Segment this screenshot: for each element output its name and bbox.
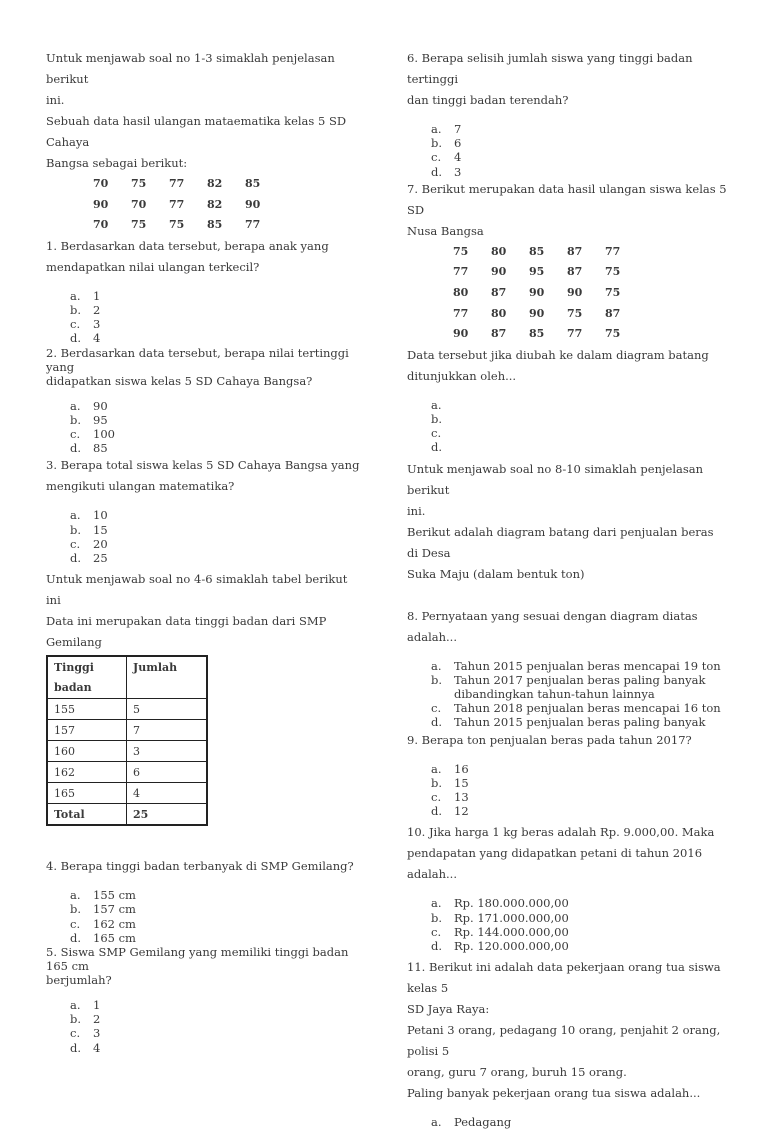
question-10: 10. Jika harga 1 kg beras adalah Rp. 9.000,00. Maka pendapatan yang didapatkan petani di tahun 2016 adalah... (407, 825, 715, 882)
table-cell-height: 162 (47, 762, 127, 783)
option-item (46, 331, 364, 345)
option-letter: b. (431, 136, 443, 151)
score-value: 90 (93, 197, 109, 211)
option-text: 6 (454, 136, 462, 151)
table-row (47, 783, 207, 804)
question-1: 1. Berdasarkan data tersebut, berapa anak yang mendapatkan nilai ulangan terkecil? (46, 238, 329, 274)
question-9: 9. Berapa ton penjualan beras pada tahun 2017? (407, 732, 692, 747)
option-text (454, 440, 727, 454)
option-letter: a. (70, 998, 81, 1013)
option-text: 15 (454, 775, 469, 790)
table-total-row (47, 804, 207, 826)
right-column (407, 48, 727, 1129)
score-value: 95 (529, 265, 545, 279)
option-letter (431, 687, 454, 701)
option-letter: b. (70, 1012, 82, 1027)
option-text: 16 (454, 761, 469, 776)
option-item (407, 804, 727, 818)
option-text: Rp. 180.000.000,00 (454, 896, 569, 911)
option-item (407, 715, 727, 729)
score-value: 77 (567, 327, 583, 341)
question-11-options (407, 1115, 727, 1129)
option-text: 155 cm (93, 888, 136, 903)
option-item (407, 398, 727, 412)
score-value: 90 (529, 306, 545, 320)
option-text: 2 (93, 302, 101, 317)
score-value: 75 (605, 327, 621, 341)
score-value: 82 (207, 177, 223, 190)
option-letter: a. (431, 658, 442, 673)
score-value: 82 (207, 197, 223, 211)
option-letter: c. (70, 317, 81, 332)
score-value: 85 (529, 244, 545, 258)
option-item (46, 1012, 364, 1026)
score-value: 87 (605, 306, 621, 320)
option-letter: d. (431, 715, 443, 730)
option-letter: b. (431, 775, 443, 790)
option-text: 90 (93, 398, 108, 413)
option-text: Tahun 2015 penjualan beras mencapai 19 ton (454, 658, 721, 673)
option-item (407, 762, 727, 776)
score-value: 80 (491, 306, 507, 320)
option-text: 20 (93, 536, 108, 551)
option-letter: c. (431, 150, 442, 165)
option-text (454, 412, 727, 426)
option-letter: b. (70, 522, 82, 537)
option-item (407, 426, 727, 440)
option-text: 157 cm (93, 902, 136, 917)
option-item (46, 317, 364, 331)
option-item (407, 911, 727, 925)
option-letter: a. (431, 1115, 442, 1129)
score-value: 75 (605, 286, 621, 299)
option-text (454, 426, 727, 440)
option-text: Pedagang (454, 1115, 512, 1129)
option-text: Tahun 2018 penjualan beras mencapai 16 ton (454, 701, 721, 716)
option-item (46, 917, 364, 931)
table-row (47, 741, 207, 762)
option-text: 85 (93, 441, 108, 456)
option-item (407, 687, 727, 701)
score-value: 77 (605, 244, 621, 258)
option-text: 12 (454, 804, 469, 819)
option-letter: d. (70, 441, 82, 456)
option-text: 3 (454, 164, 462, 179)
table-cell-count: 4 (127, 783, 208, 804)
option-text: 10 (93, 508, 108, 523)
question-8-options (407, 659, 727, 730)
option-item (407, 165, 727, 179)
table-cell-height: 155 (47, 699, 127, 720)
option-text: 162 cm (93, 916, 136, 931)
height-table (46, 655, 208, 826)
option-item (407, 939, 727, 953)
option-letter: a. (431, 397, 442, 412)
option-item (46, 998, 364, 1012)
option-text: 1 (93, 288, 101, 303)
option-item (407, 925, 727, 939)
left-column (46, 48, 364, 1055)
score-value: 87 (491, 286, 507, 299)
option-item (407, 440, 727, 454)
score-value: 77 (245, 218, 261, 232)
score-value: 75 (567, 306, 583, 320)
option-letter: a. (70, 288, 81, 303)
score-value: 87 (567, 265, 583, 279)
option-item (46, 441, 364, 455)
option-item (407, 122, 727, 136)
option-letter: b. (70, 902, 82, 917)
option-letter: b. (431, 411, 443, 426)
score-value: 70 (93, 177, 109, 190)
score-value: 90 (245, 197, 261, 211)
question-6: 6. Berapa selisih jumlah siswa yang tinggi badan tertinggi dan tinggi badan terendah? (407, 51, 693, 107)
question-3: 3. Berapa total siswa kelas 5 SD Cahaya Bangsa yang mengikuti ulangan matematika? (46, 458, 360, 494)
table-cell-count: 5 (127, 699, 208, 720)
option-text: 165 cm (93, 930, 136, 945)
option-item (46, 902, 364, 916)
table-cell-count: 6 (127, 762, 208, 783)
score-value: 87 (567, 244, 583, 258)
option-text: 95 (93, 412, 108, 427)
option-letter: a. (431, 896, 442, 911)
option-item (46, 413, 364, 427)
table-row (47, 762, 207, 783)
option-text: 4 (454, 150, 462, 165)
option-text (454, 398, 727, 412)
score-value: 85 (207, 218, 223, 232)
question-2-options (46, 399, 364, 456)
table-header-row (47, 656, 207, 699)
option-letter: d. (70, 930, 82, 945)
score-grid-cahaya-bangsa (93, 174, 364, 236)
option-letter: a. (70, 508, 81, 523)
option-letter: a. (70, 398, 81, 413)
option-text: 100 (93, 427, 115, 441)
option-letter: b. (431, 910, 443, 925)
table-cell-height: 165 (47, 783, 127, 804)
intro-q4-6: Untuk menjawab soal no 4-6 simaklah tabel berikut ini Data ini merupakan data tinggi badan dari SMP Gemilang (46, 572, 348, 650)
table-row (47, 699, 207, 720)
score-value: 77 (453, 306, 469, 320)
question-4: 4. Berapa tinggi badan terbanyak di SMP Gemilang? (46, 859, 354, 874)
option-letter: c. (431, 790, 442, 805)
option-item (407, 896, 727, 910)
option-letter: d. (70, 1040, 82, 1055)
option-item (46, 537, 364, 551)
question-11-prompt: Paling banyak pekerjaan orang tua siswa adalah... (407, 1086, 701, 1101)
option-item (46, 427, 364, 441)
table-cell-count: 7 (127, 720, 208, 741)
question-1-options (46, 289, 364, 346)
option-letter: d. (431, 804, 443, 819)
option-text: Rp. 171.000.000,00 (454, 910, 569, 925)
score-value: 90 (453, 327, 469, 341)
option-item (46, 1026, 364, 1040)
question-4-options (46, 888, 364, 945)
option-letter: c. (431, 924, 442, 939)
score-value: 75 (169, 218, 185, 232)
question-10-options (407, 896, 727, 953)
question-7: 7. Berikut merupakan data hasil ulangan siswa kelas 5 SD Nusa Bangsa (407, 181, 727, 238)
option-letter: c. (70, 1026, 81, 1041)
score-value: 80 (491, 244, 507, 258)
option-letter: c. (431, 701, 442, 716)
intro-bar-chart: Berikut adalah diagram batang dari penjualan beras di Desa Suka Maju (dalam bentuk ton) (407, 524, 714, 581)
option-item (407, 659, 727, 673)
option-letter: d. (70, 551, 82, 566)
option-letter: c. (70, 427, 81, 441)
option-text: 13 (454, 790, 469, 805)
option-item (407, 776, 727, 790)
question-6-options (407, 122, 727, 179)
option-text: 4 (93, 331, 101, 346)
option-text: Tahun 2017 penjualan beras paling banyak (454, 672, 706, 687)
option-text: 4 (93, 1040, 101, 1055)
question-9-options (407, 762, 727, 819)
option-letter: c. (431, 426, 442, 441)
option-letter: a. (431, 122, 442, 136)
question-3-options (46, 508, 364, 565)
question-5: 5. Siswa SMP Gemilang yang memiliki tinggi badan 165 cm berjumlah? (46, 945, 349, 988)
question-5-options (46, 998, 364, 1055)
option-item (407, 150, 727, 164)
score-value: 75 (453, 244, 469, 258)
option-text: Rp. 144.000.000,00 (454, 924, 569, 939)
score-value: 77 (169, 197, 185, 211)
table-cell-height: 160 (47, 741, 127, 762)
option-item (46, 289, 364, 303)
table-total-label: Total (47, 804, 127, 826)
option-text: 7 (454, 122, 462, 136)
option-text: 1 (93, 998, 101, 1013)
score-value: 75 (131, 177, 147, 190)
question-7-options (407, 398, 727, 455)
option-item (46, 931, 364, 945)
option-item (46, 1041, 364, 1055)
option-item (407, 136, 727, 150)
option-letter: a. (70, 888, 81, 903)
option-item (46, 508, 364, 522)
option-letter: b. (70, 412, 82, 427)
option-item (407, 412, 727, 426)
score-value: 75 (131, 218, 147, 232)
option-item (407, 790, 727, 804)
option-text: Rp. 120.000.000,00 (454, 939, 569, 954)
option-letter: c. (70, 536, 81, 551)
score-value: 90 (567, 286, 583, 299)
score-value: 90 (491, 265, 507, 279)
option-item (46, 888, 364, 902)
question-8: 8. Pernyataan yang sesuai dengan diagram diatas adalah... (407, 608, 698, 644)
table-cell-height: 157 (47, 720, 127, 741)
option-text: 3 (93, 317, 101, 332)
intro-data: Sebuah data hasil ulangan mataematika kelas 5 SD Cahaya Bangsa sebagai berikut: (46, 114, 347, 170)
option-letter: b. (70, 302, 82, 317)
option-text: Tahun 2015 penjualan beras paling banyak (454, 715, 706, 730)
option-letter: d. (431, 164, 443, 179)
table-header-height: Tinggi badan (47, 656, 127, 699)
intro-q8-10: Untuk menjawab soal no 8-10 simaklah penjelasan berikut ini. (407, 461, 704, 518)
option-item (407, 673, 727, 687)
score-value: 70 (93, 218, 109, 232)
question-11-data: Petani 3 orang, pedagang 10 orang, penjahit 2 orang, polisi 5 orang, guru 7 orang, buruh 15 orang. (407, 1023, 721, 1080)
score-value: 85 (529, 327, 545, 341)
score-value: 85 (245, 177, 261, 190)
score-grid-nusa-bangsa (453, 242, 727, 345)
table-header-count: Jumlah (127, 656, 208, 699)
option-item (46, 523, 364, 537)
score-value: 87 (491, 327, 507, 341)
option-letter: c. (70, 916, 81, 931)
table-row (47, 720, 207, 741)
option-item (46, 303, 364, 317)
option-text: 2 (93, 1012, 101, 1027)
option-letter: d. (431, 440, 443, 455)
option-item (46, 399, 364, 413)
option-text: dibandingkan tahun-tahun lainnya (454, 687, 655, 701)
option-text: 3 (93, 1026, 101, 1041)
option-text: 25 (93, 551, 108, 566)
score-value: 77 (453, 265, 469, 279)
question-2: 2. Berdasarkan data tersebut, berapa nilai tertinggi yang didapatkan siswa kelas 5 SD Cahaya Bangsa? (46, 345, 349, 388)
option-item (407, 1115, 727, 1129)
option-letter: b. (431, 672, 443, 687)
score-value: 70 (131, 197, 147, 211)
score-value: 80 (453, 286, 469, 299)
intro-q1-3: Untuk menjawab soal no 1-3 simaklah penjelasan berikut ini. (46, 51, 335, 107)
table-cell-count: 3 (127, 741, 208, 762)
option-item (46, 551, 364, 565)
option-letter: d. (70, 331, 82, 346)
score-value: 77 (169, 177, 185, 190)
score-value: 75 (605, 265, 621, 279)
option-text: 15 (93, 522, 108, 537)
option-letter: d. (431, 939, 443, 954)
question-11: 11. Berikut ini adalah data pekerjaan orang tua siswa kelas 5 SD Jaya Raya: (407, 960, 721, 1017)
option-letter: a. (431, 761, 442, 776)
option-item (407, 701, 727, 715)
table-total-value: 25 (127, 804, 208, 826)
score-value: 90 (529, 286, 545, 299)
question-7-prompt: Data tersebut jika diubah ke dalam diagram batang ditunjukkan oleh... (407, 347, 709, 383)
